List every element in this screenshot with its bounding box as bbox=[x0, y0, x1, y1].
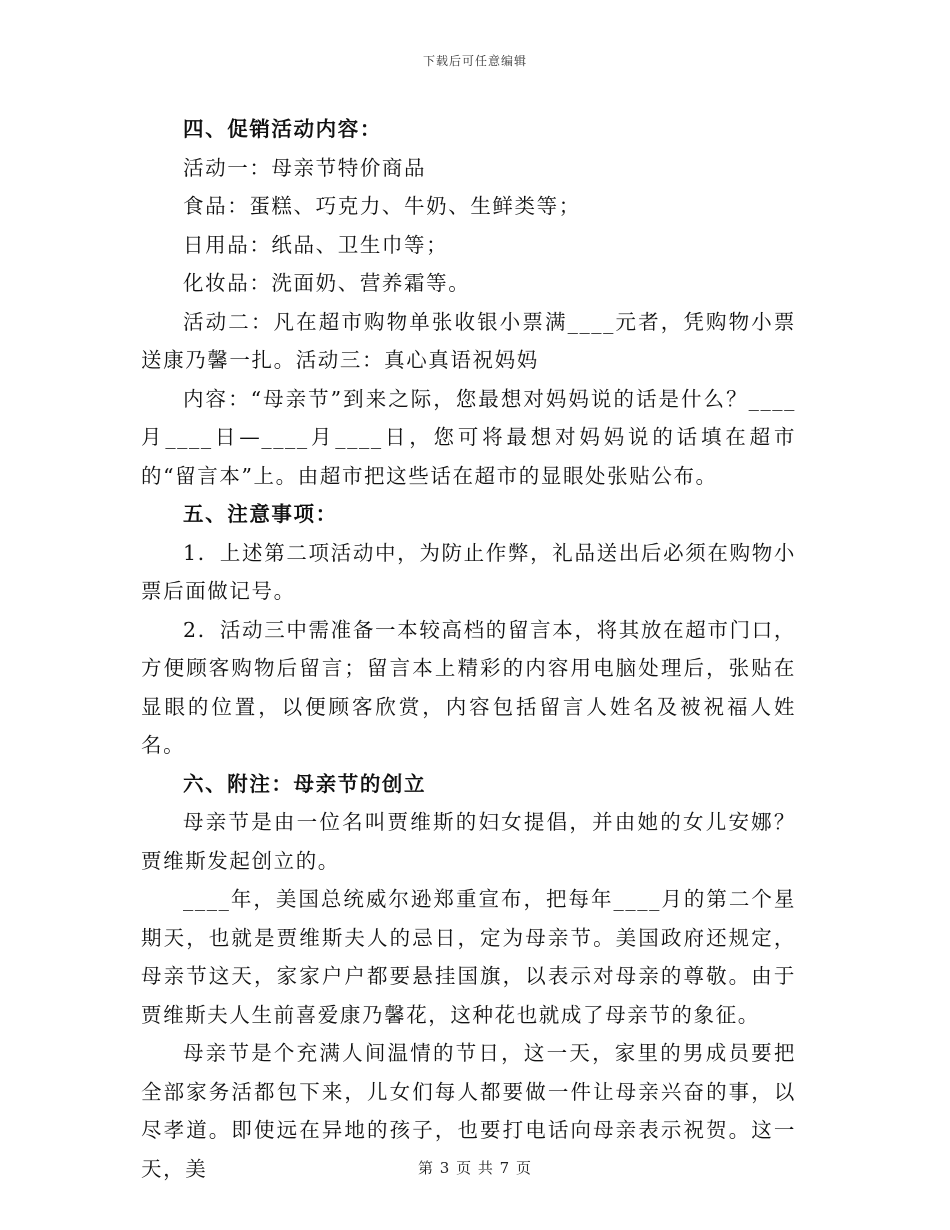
section-heading-appendix: 六、附注：母亲节的创立 bbox=[183, 771, 427, 796]
paragraph-activity-one: 活动一：母亲节特价商品 bbox=[183, 155, 427, 180]
paragraph-note-two: 2．活动三中需准备一本较高档的留言本，将其放在超市门口，方便顾客购物后留言；留言本上精彩的内容用电脑处理后，张贴在显眼的位置，以便顾客欣赏，内容包括留言人姓名及被祝福人姓名。 bbox=[141, 617, 796, 757]
paragraph-history: ____年，美国总统威尔逊郑重宣布，把每年____月的第二个星期天，也就是贾维斯夫人的忌日，定为母亲节。美国政府还规定，母亲节这天，家家户户都要悬挂国旗，以表示对母亲的尊敬。由于贾维斯夫人生前喜爱康乃馨花，这种花也就成了母亲节的象征。 bbox=[141, 887, 796, 1027]
page-header: 下载后可任意编辑 bbox=[422, 54, 527, 68]
section-heading-notes: 五、注意事项： bbox=[183, 502, 338, 526]
section-heading-promotion: 四、促销活动内容： bbox=[183, 117, 382, 141]
paragraph-cosmetics: 化妆品：洗面奶、营养霜等。 bbox=[183, 271, 471, 295]
paragraph-customs: 母亲节是个充满人间温情的节日，这一天，家里的男成员要把全部家务活都包下来，儿女们每人都要做一件让母亲兴奋的事，以尽孝道。即使远在异地的孩子，也要打电话向母亲表示祝贺。这一天，美 bbox=[141, 1041, 796, 1181]
paragraph-daily-goods: 日用品：纸品、卫生巾等； bbox=[183, 232, 449, 257]
paragraph-note-one: 1．上述第二项活动中，为防止作弊，礼品送出后必须在购物小票后面做记号。 bbox=[141, 540, 796, 603]
document-body bbox=[141, 110, 796, 1188]
paragraph-origin: 母亲节是由一位名叫贾维斯的妇女提倡，并由她的女儿安娜？贾维斯发起创立的。 bbox=[141, 810, 796, 873]
paragraph-activity-three-content: 内容：“母亲节”到来之际，您最想对妈妈说的话是什么？____月____日—____月____日，您可将最想对妈妈说的话填在超市的“留言本”上。由超市把这些话在超市的显眼处张贴公布。 bbox=[141, 386, 796, 488]
paragraph-food: 食品：蛋糕、巧克力、牛奶、生鲜类等； bbox=[183, 194, 581, 218]
paragraph-activity-two: 活动二：凡在超市购物单张收银小票满____元者，凭购物小票送康乃馨一扎。活动三：真心真语祝妈妈 bbox=[141, 309, 796, 372]
page-footer: 第 3 页 共 7 页 bbox=[418, 1159, 532, 1177]
